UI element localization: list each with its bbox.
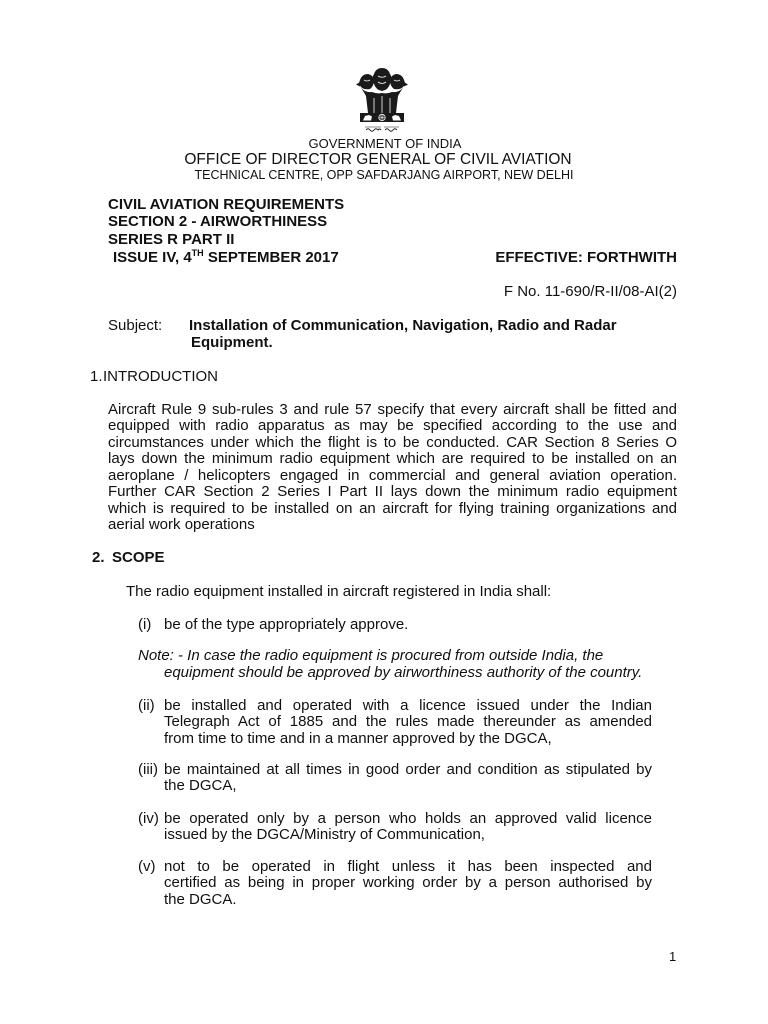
paragraph-line: lays down the minimum radio equipment which are required to be installed on an bbox=[108, 450, 677, 467]
issue-superscript: TH bbox=[191, 248, 204, 258]
office-heading: OFFICE OF DIRECTOR GENERAL OF CIVIL AVIATION bbox=[184, 151, 572, 168]
note-line: equipment should be approved by airworthiness authority of the country. bbox=[164, 663, 643, 681]
item-label: (v) bbox=[138, 857, 156, 875]
paragraph-line: which is required to be installed on an aircraft for flying training organizations and bbox=[108, 499, 677, 517]
list-item bbox=[164, 859, 652, 909]
scope-lead: The radio equipment installed in aircraft registered in India shall: bbox=[126, 583, 552, 600]
paragraph-line: Aircraft Rule 9 sub-rules 3 and rule 57 specify that every aircraft shall be fitted and bbox=[108, 400, 677, 418]
office-address: TECHNICAL CENTRE, OPP SAFDARJANG AIRPORT, NEW DELHI bbox=[194, 168, 574, 182]
national-emblem-logo bbox=[352, 66, 412, 138]
left-lion-head bbox=[359, 74, 374, 89]
paragraph-line: Further CAR Section 2 Series I Part II lays down the minimum radio equipment bbox=[108, 483, 677, 500]
item-line: be operated only by a person who holds an approved valid licence bbox=[164, 809, 652, 827]
car-section: SECTION 2 - AIRWORTHINESS bbox=[108, 213, 328, 230]
introduction-paragraph bbox=[108, 402, 677, 534]
item-line: the DGCA. bbox=[164, 890, 237, 908]
item-line: Telegraph Act of 1885 and the rules made thereunder as amended bbox=[164, 713, 652, 730]
effective-date: EFFECTIVE: FORTHWITH bbox=[495, 249, 677, 266]
item-line: not to be operated in flight unless it has been inspected and bbox=[164, 857, 652, 875]
list-item bbox=[164, 762, 652, 795]
paragraph-line: circumstances under which the flight is to be conducted. CAR Section 8 Series O bbox=[108, 433, 677, 451]
item-label: (iii) bbox=[138, 760, 158, 778]
item-label: (i) bbox=[138, 615, 152, 633]
item-line: be maintained at all times in good order and condition as stipulated by bbox=[164, 760, 652, 778]
note bbox=[138, 648, 668, 681]
issue-suffix: SEPTEMBER 2017 bbox=[203, 249, 339, 266]
paragraph-line: equipped with radio apparatus as may be specified according to the use and bbox=[108, 417, 677, 434]
list-item bbox=[164, 698, 652, 748]
subject-line: Equipment. bbox=[191, 334, 273, 351]
subject-line: Installation of Communication, Navigation, Radio and Radar bbox=[189, 317, 617, 334]
paragraph-line: aerial work operations bbox=[108, 516, 255, 533]
item-line: be installed and operated with a licence issued under the Indian bbox=[164, 696, 652, 714]
section-heading-introduction: INTRODUCTION bbox=[103, 368, 218, 385]
center-lion-head bbox=[373, 68, 392, 91]
section-number: 1. bbox=[90, 368, 103, 385]
government-heading: GOVERNMENT OF INDIA bbox=[308, 136, 462, 151]
paragraph-line: aeroplane / helicopters engaged in commercial and general aviation operation. bbox=[108, 466, 677, 484]
note-line: Note: - In case the radio equipment is procured from outside India, the bbox=[138, 647, 604, 664]
list-item bbox=[164, 811, 652, 844]
section-heading-scope: SCOPE bbox=[112, 549, 165, 566]
issue-prefix: ISSUE IV, 4 bbox=[113, 249, 192, 266]
section-number: 2. bbox=[92, 549, 105, 566]
item-line: certified as being in proper working order by a person authorised by bbox=[164, 874, 652, 891]
car-series: SERIES R PART II bbox=[108, 231, 235, 248]
item-line: issued by the DGCA/Ministry of Communication, bbox=[164, 826, 485, 843]
right-lion-head bbox=[390, 74, 405, 89]
item-line: from time to time and in a manner approved by the DGCA, bbox=[164, 729, 552, 747]
item-label: (ii) bbox=[138, 696, 155, 714]
item-line: the DGCA, bbox=[164, 777, 237, 794]
emblem-motto bbox=[365, 127, 399, 131]
list-item bbox=[164, 617, 652, 634]
subject-label: Subject: bbox=[108, 317, 163, 334]
file-number: F No. 11-690/R-II/08-AI(2) bbox=[503, 283, 677, 300]
item-label: (iv) bbox=[138, 809, 159, 827]
subject-text bbox=[189, 317, 617, 351]
page-number: 1 bbox=[669, 949, 677, 964]
car-issue bbox=[113, 249, 339, 267]
car-title: CIVIL AVIATION REQUIREMENTS bbox=[108, 196, 345, 213]
item-line: be of the type appropriately approve. bbox=[164, 615, 409, 633]
